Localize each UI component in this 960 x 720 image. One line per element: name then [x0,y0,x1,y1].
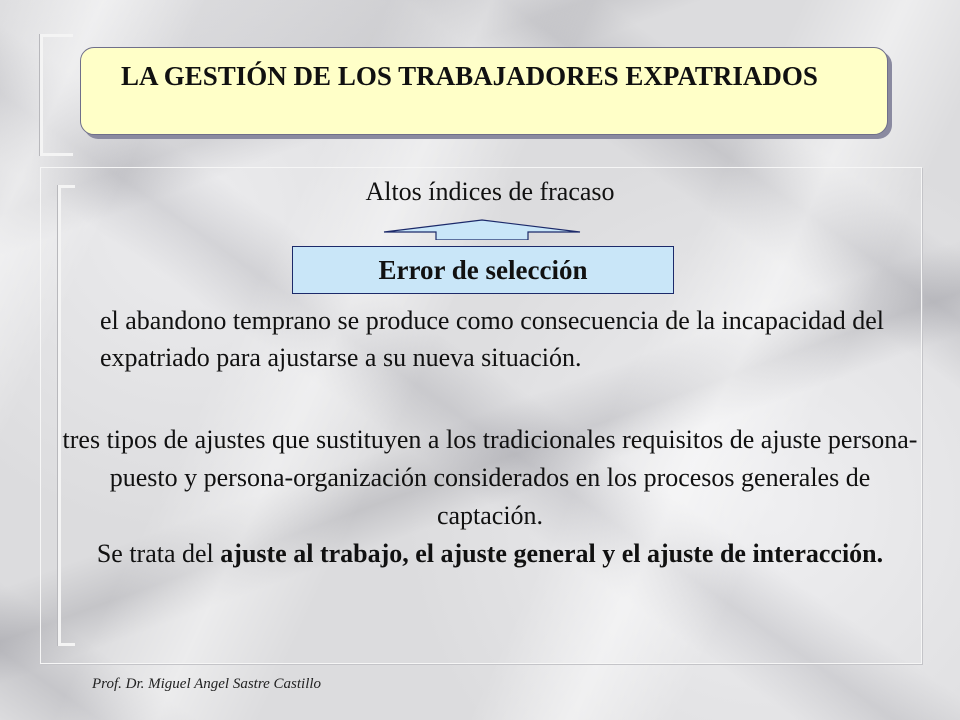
title-bracket-decoration [40,34,73,156]
paragraph-adjustment-prefix: Se trata del [96,539,221,568]
up-arrow-icon [380,218,585,240]
subtitle: Altos índices de fracaso [365,177,615,206]
title-box [80,47,888,135]
slide-title: LA GESTIÓN DE LOS TRABAJADORES EXPATRIADOS [121,61,818,91]
content-frame [40,167,922,664]
paragraph-adjustment-types [60,421,920,573]
error-selection-box: Error de selección [292,246,674,294]
paragraph-adjustment-intro: tres tipos de ajustes que sustituyen a los tradicionales requisitos de ajuste persona-puesto y persona-organización considerados en los procesos generales de captación. [62,425,918,530]
paragraph-early-abandonment: el abandono temprano se produce como consecuencia de la incapacidad del expatriado para ajustarse a su nueva situación. [100,306,884,372]
content-bracket-decoration [58,185,75,646]
footer-author: Prof. Dr. Miguel Angel Sastre Castillo [92,676,322,692]
paragraph-adjustment-bold: ajuste al trabajo, el ajuste general y el ajuste de interacción. [220,539,884,568]
